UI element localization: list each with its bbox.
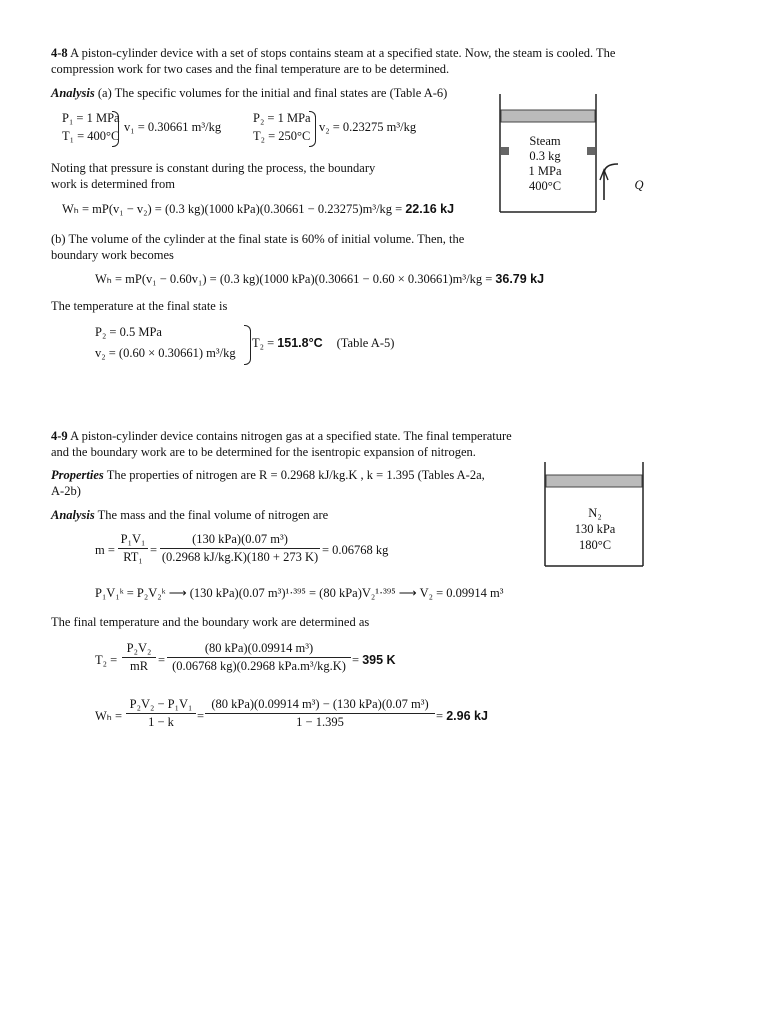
diagram-heat-label: Q	[634, 178, 644, 192]
state1-brace	[112, 111, 119, 147]
mass-numerator-numeric: (130 kPa)(0.07 m³)	[192, 532, 288, 546]
analysis-heading-4-9	[51, 507, 328, 523]
boundary-work-equation-b	[95, 271, 544, 287]
analysis-text: (a) The specific volumes for the initial and final states are (Table A-6)	[97, 86, 448, 100]
result-wb: 2.96 kJ	[446, 709, 488, 723]
table-reference: (Table A-5)	[336, 336, 395, 350]
t2-numerator-symbolic: P₂V₂	[126, 641, 152, 655]
properties-label: Properties	[51, 468, 104, 482]
final-intro: The final temperature and the boundary work are determined as	[51, 615, 370, 629]
heat-arrow	[604, 164, 618, 200]
state1-specific-volume: v₁ = 0.30661 m³/kg	[124, 120, 222, 134]
wb-numerator-numeric: (80 kPa)(0.09914 m³) − (130 kPa)(0.07 m³)	[211, 697, 429, 711]
noting-line2: work is determined from	[51, 177, 175, 191]
piston	[546, 475, 642, 487]
result-t2: 395 K	[362, 653, 396, 667]
stop-left	[501, 147, 509, 155]
t2-denominator-symbolic: mR	[129, 659, 149, 673]
diagram-steam-substance: Steam	[529, 134, 561, 148]
wb-denominator-numeric: 1 − 1.395	[296, 715, 344, 729]
analysis-label: Analysis	[51, 508, 95, 522]
properties-line2: A-2b)	[51, 484, 81, 498]
t2-fraction-symbolic	[122, 641, 156, 674]
result-work-b: 36.79 kJ	[495, 272, 545, 286]
state2-pressure: P₂ = 1 MPa	[253, 111, 311, 125]
mass-result: = 0.06768 kg	[322, 543, 389, 557]
t2-denominator-numeric: (0.06768 kg)(0.2968 kPa.m³/kg.K)	[172, 659, 346, 673]
mass-fraction-symbolic	[118, 532, 148, 565]
properties-text: The properties of nitrogen are R = 0.2968 kJ/kg.K , k = 1.395 (Tables A-2a,	[106, 468, 485, 482]
analysis-heading	[51, 85, 447, 101]
final-state-brace	[244, 325, 251, 365]
state2-brace	[309, 111, 316, 147]
state2-temperature: T₂ = 250°C	[253, 129, 311, 143]
final-specific-volume: v₂ = (0.60 × 0.30661) m³/kg	[95, 346, 236, 360]
analysis-text: The mass and the final volume of nitrogen are	[97, 508, 329, 522]
t2-lhs: T₂ =	[95, 653, 118, 667]
problem-number: 4-9	[51, 429, 68, 443]
state1-pressure: P₁ = 1 MPa	[62, 111, 120, 125]
part-b-line2: boundary work becomes	[51, 248, 174, 262]
state2-specific-volume: v₂ = 0.23275 m³/kg	[319, 120, 417, 134]
equation-text: Wₕ = mP(v₁ − 0.60v₁) = (0.3 kg)(1000 kPa)(0.30661 − 0.60 × 0.30661)m³/kg =	[95, 272, 496, 286]
final-pressure: P₂ = 0.5 MPa	[95, 325, 162, 339]
equals-sign: =	[197, 709, 205, 723]
part-b-line1: (b) The volume of the cylinder at the final state is 60% of initial volume. Then, the	[51, 232, 465, 246]
t2-result-line: = 395 K	[352, 653, 396, 667]
t2-numerator-numeric: (80 kPa)(0.09914 m³)	[204, 641, 314, 655]
mass-numerator-symbolic: P₁V₁	[120, 532, 146, 546]
result-work-a: 22.16 kJ	[405, 202, 455, 216]
problem-number: 4-8	[51, 46, 68, 60]
intro-text: A piston-cylinder device with a set of stops contains steam at a specified state. Now, the steam is cooled. The	[70, 46, 616, 60]
equals-sign: =	[150, 543, 158, 557]
final-t-prefix: T₂ =	[252, 336, 278, 350]
isentropic-relation: P₁V₁ᵏ = P₂V₂ᵏ ⟶ (130 kPa)(0.07 m³)¹·³⁹⁵ = (80 kPa)V₂¹·³⁹⁵ ⟶ V₂ = 0.09914 m³	[95, 586, 504, 600]
wb-fraction-numeric	[205, 697, 435, 730]
problem-4-9-intro-line2: and the boundary work are to be determined for the isentropic expansion of nitrogen.	[51, 445, 476, 459]
problem-4-9-intro-line1	[51, 428, 512, 444]
equation-text: Wₕ = mP(v₁ − v₂) = (0.3 kg)(1000 kPa)(0.30661 − 0.23275)m³/kg =	[62, 202, 406, 216]
t2-fraction-numeric	[167, 641, 351, 674]
analysis-label: Analysis	[51, 86, 95, 100]
diagram-steam-mass: 0.3 kg	[529, 149, 561, 163]
mass-fraction-numeric	[160, 532, 320, 565]
diagram-n2-pressure: 130 kPa	[574, 522, 616, 536]
final-temperature-line	[252, 335, 394, 351]
result-final-temperature: 151.8°C	[277, 336, 323, 350]
wb-result-line: = 2.96 kJ	[436, 709, 488, 723]
diagram-steam-temperature: 400°C	[528, 179, 562, 193]
diagram-steam-pressure: 1 MPa	[528, 164, 562, 178]
piston	[501, 110, 595, 122]
diagram-n2-temperature: 180°C	[578, 538, 612, 552]
diagram-n2-substance: N₂	[588, 506, 602, 520]
wb-lhs: Wₕ =	[95, 709, 123, 723]
noting-line1: Noting that pressure is constant during the process, the boundary	[51, 161, 376, 175]
temperature-intro: The temperature at the final state is	[51, 299, 228, 313]
problem-4-8-intro-line2: compression work for two cases and the final temperature are to be determined.	[51, 62, 450, 76]
boundary-work-equation-a	[62, 201, 454, 217]
intro-text: A piston-cylinder device contains nitrogen gas at a specified state. The final temperature	[70, 429, 512, 443]
stop-right	[587, 147, 595, 155]
wb-numerator-symbolic: P₂V₂ − P₁V₁	[129, 697, 193, 711]
problem-4-8-intro-line1	[51, 45, 615, 61]
mass-denominator-symbolic: RT₁	[123, 550, 143, 564]
wb-denominator-symbolic: 1 − k	[148, 715, 174, 729]
equals-sign: =	[158, 653, 166, 667]
mass-lhs: m =	[95, 543, 115, 557]
properties-line1	[51, 467, 485, 483]
mass-denominator-numeric: (0.2968 kJ/kg.K)(180 + 273 K)	[161, 550, 319, 564]
state1-temperature: T₁ = 400°C	[62, 129, 120, 143]
wb-fraction-symbolic	[126, 697, 196, 730]
